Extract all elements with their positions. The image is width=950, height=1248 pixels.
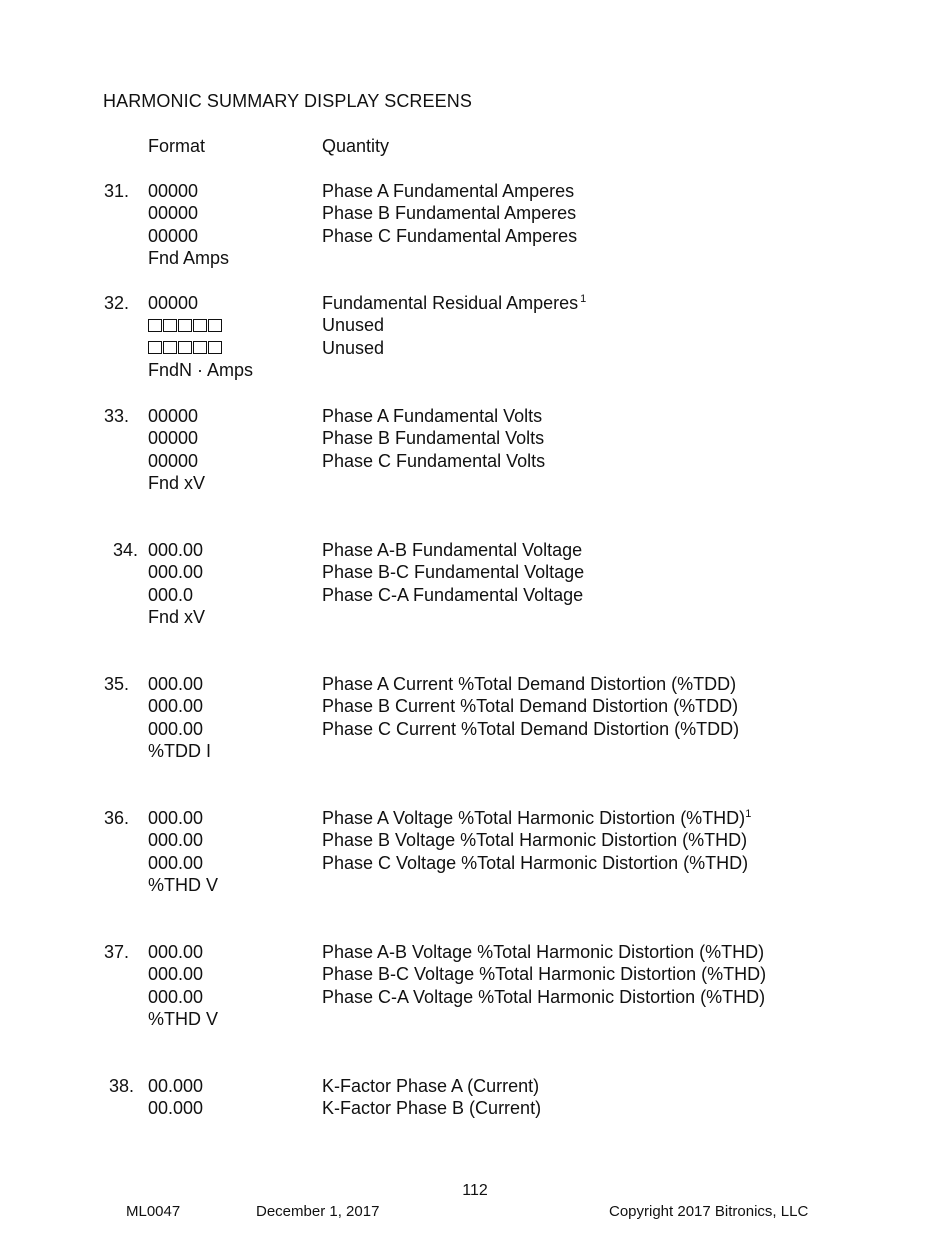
screen-row bbox=[0, 450, 546, 472]
screen-row bbox=[0, 963, 767, 985]
empty-digit-boxes bbox=[148, 341, 222, 354]
quantity-text: Fundamental Residual Amperes bbox=[322, 293, 579, 313]
format-value: 000.00 bbox=[148, 808, 204, 828]
footnote-marker: 1 bbox=[580, 293, 587, 305]
screen-label: FndN · Amps bbox=[148, 360, 254, 381]
format-value: 00000 bbox=[148, 428, 199, 449]
format-value: 00.000 bbox=[148, 1076, 204, 1096]
quantity-description: Phase B-C Fundamental Voltage bbox=[322, 562, 585, 583]
quantity-description: Phase C Current %Total Demand Distortion (%TDD) bbox=[322, 718, 740, 739]
format-value: 000.00 bbox=[148, 674, 204, 694]
quantity-description: Phase A-B Voltage %Total Harmonic Distortion (%THD) bbox=[322, 942, 765, 962]
format-value: 00000 bbox=[148, 450, 199, 471]
quantity-text: Phase A Voltage %Total Harmonic Distortion (%THD) bbox=[322, 808, 746, 828]
section-number: 36. bbox=[103, 808, 129, 828]
page-heading: HARMONIC SUMMARY DISPLAY SCREENS bbox=[103, 91, 472, 111]
screen-label: %THD V bbox=[148, 1009, 219, 1030]
quantity-description: K-Factor Phase B (Current) bbox=[322, 1098, 542, 1119]
quantity-description: Phase C Voltage %Total Harmonic Distortion (%THD) bbox=[322, 852, 749, 873]
screen-row bbox=[0, 225, 578, 247]
quantity-description: Phase A-B Fundamental Voltage bbox=[322, 540, 583, 560]
screen-row bbox=[0, 584, 584, 606]
screen-row bbox=[0, 673, 737, 695]
quantity-description: Phase A Fundamental Amperes bbox=[322, 181, 575, 201]
format-value: 000.00 bbox=[148, 830, 204, 851]
screen-label: %THD V bbox=[148, 875, 219, 896]
quantity-description bbox=[322, 292, 586, 314]
screen-row bbox=[0, 852, 749, 874]
quantity-description: Phase B Fundamental Amperes bbox=[322, 203, 577, 224]
format-column-header: Format bbox=[148, 136, 206, 156]
screen-row bbox=[0, 539, 583, 561]
quantity-column-header: Quantity bbox=[322, 136, 390, 156]
page-number: 112 bbox=[462, 1182, 488, 1199]
screen-row bbox=[0, 405, 543, 427]
format-value: 000.00 bbox=[148, 986, 204, 1007]
format-value: 000.00 bbox=[148, 696, 204, 717]
screen-row bbox=[0, 180, 575, 202]
format-value: 000.00 bbox=[148, 942, 204, 962]
footnote-marker: 1 bbox=[745, 808, 752, 820]
quantity-description: Phase B Voltage %Total Harmonic Distortion (%THD) bbox=[322, 830, 748, 851]
screen-row bbox=[0, 718, 740, 740]
section-number: 37. bbox=[103, 942, 129, 962]
quantity-description: K-Factor Phase A (Current) bbox=[322, 1076, 540, 1096]
quantity-description: Unused bbox=[322, 337, 385, 358]
quantity-description: Phase B Fundamental Volts bbox=[322, 428, 545, 449]
section-number: 33. bbox=[103, 406, 129, 426]
screen-row bbox=[0, 941, 765, 963]
screen-label: Fnd xV bbox=[148, 473, 206, 494]
empty-digit-boxes bbox=[148, 319, 222, 332]
quantity-description: Phase B Current %Total Demand Distortion (%TDD) bbox=[322, 696, 739, 717]
screen-row bbox=[0, 561, 585, 583]
format-value: 00000 bbox=[148, 225, 199, 246]
screen-row bbox=[0, 314, 385, 336]
quantity-description: Phase A Fundamental Volts bbox=[322, 406, 543, 426]
format-value: 00.000 bbox=[148, 1098, 204, 1119]
footer-document-id: ML0047 bbox=[126, 1203, 181, 1220]
format-value: 000.00 bbox=[148, 852, 204, 873]
quantity-description: Phase C-A Voltage %Total Harmonic Distortion (%THD) bbox=[322, 986, 766, 1007]
quantity-description: Phase C Fundamental Amperes bbox=[322, 225, 578, 246]
format-value: 000.00 bbox=[148, 540, 204, 560]
format-value: 000.00 bbox=[148, 718, 204, 739]
screen-row bbox=[0, 695, 739, 717]
quantity-description: Phase C Fundamental Volts bbox=[322, 450, 546, 471]
screen-label: Fnd xV bbox=[148, 607, 206, 628]
screen-row bbox=[0, 986, 766, 1008]
footer-date: December 1, 2017 bbox=[256, 1203, 380, 1220]
quantity-description: Phase A Current %Total Demand Distortion (%TDD) bbox=[322, 674, 737, 694]
format-value: 00000 bbox=[148, 293, 199, 313]
section-number: 34. bbox=[112, 540, 138, 560]
screen-row bbox=[0, 202, 577, 224]
quantity-description: Unused bbox=[322, 315, 385, 336]
format-value: 00000 bbox=[148, 181, 199, 201]
screen-row bbox=[0, 427, 545, 449]
section-number: 38. bbox=[108, 1076, 134, 1096]
screen-row bbox=[0, 807, 752, 829]
format-value: 000.00 bbox=[148, 562, 204, 583]
section-number: 35. bbox=[103, 674, 129, 694]
screen-row bbox=[0, 337, 385, 359]
format-value: 00000 bbox=[148, 406, 199, 426]
format-value: 00000 bbox=[148, 203, 199, 224]
screen-label: Fnd Amps bbox=[148, 248, 230, 269]
quantity-description bbox=[322, 807, 751, 829]
format-value: 000.0 bbox=[148, 584, 194, 605]
unused-format-boxes bbox=[148, 314, 222, 336]
unused-format-boxes bbox=[148, 337, 222, 359]
screen-row bbox=[0, 829, 748, 851]
quantity-description: Phase C-A Fundamental Voltage bbox=[322, 584, 584, 605]
section-number: 32. bbox=[103, 293, 129, 313]
section-number: 31. bbox=[103, 181, 129, 201]
screen-label: %TDD I bbox=[148, 741, 211, 762]
screen-row bbox=[0, 292, 587, 314]
quantity-description: Phase B-C Voltage %Total Harmonic Distortion (%THD) bbox=[322, 964, 767, 985]
footer-copyright: Copyright 2017 Bitronics, LLC bbox=[609, 1203, 809, 1220]
format-value: 000.00 bbox=[148, 964, 204, 985]
